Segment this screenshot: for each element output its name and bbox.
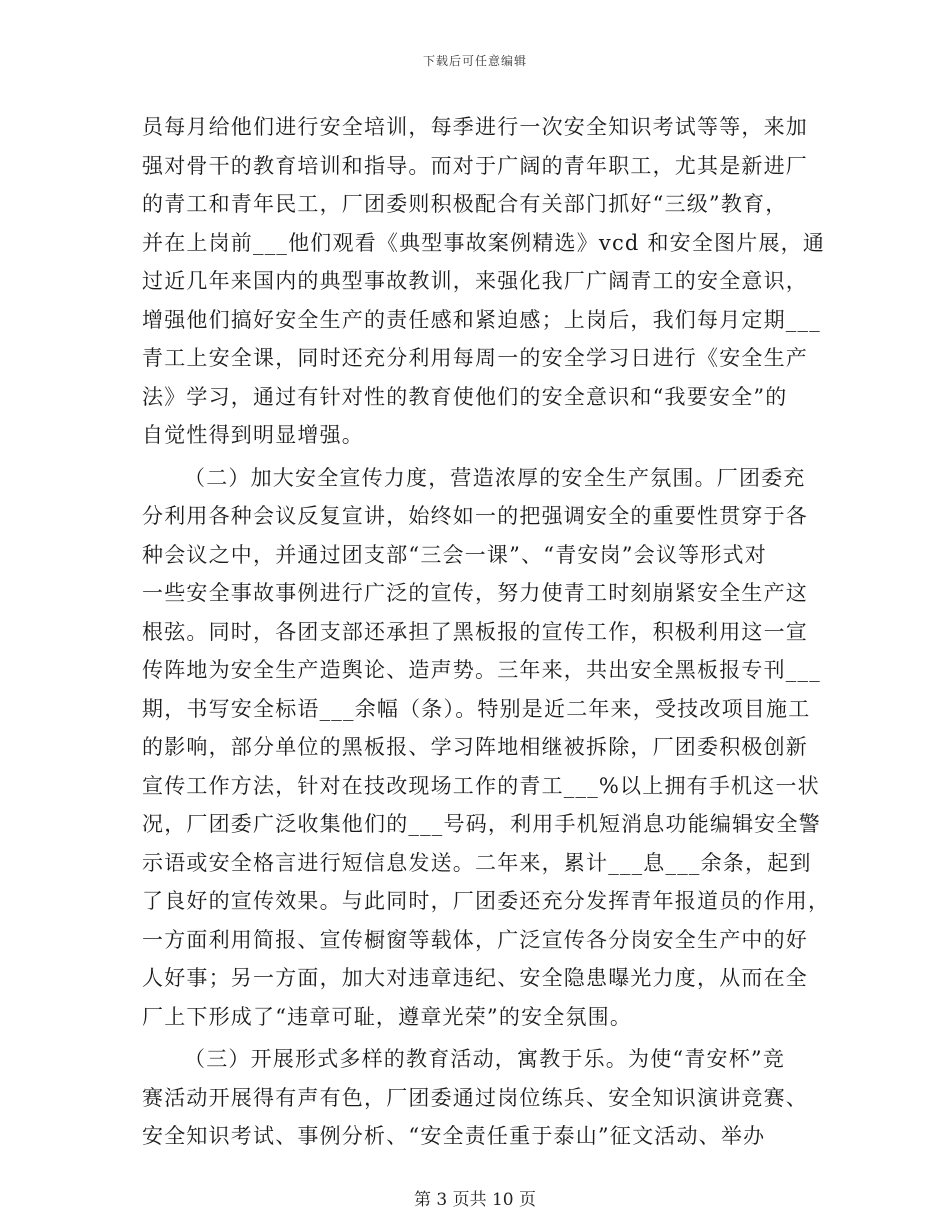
text-line: 安全知识考试、事例分析、“安全责任重于泰山”征文活动、举办 [142,1124,766,1148]
text-line: 人好事；另一方面，加大对违章违纪、安全隐患曝光力度，从而在全 [142,966,808,990]
text-line: 的影响，部分单位的黑板报、学习阵地相继被拆除，厂团委积极创新 [142,735,808,759]
text-line: 法》学习，通过有针对性的教育使他们的安全意识和“我要安全”的 [142,384,788,409]
text-line: 示语或安全格言进行短信息发送。二年来，累计___息___余条，起到 [142,850,812,875]
text-line: 分利用各种会议反复宣讲，始终如一的把强调安全的重要性贯穿于各 [142,504,808,528]
text-line: 强对骨干的教育培训和指导。而对于广阔的青年职工，尤其是新进厂 [142,153,808,178]
text-line: 的青工和青年民工，厂团委则积极配合有关部门抓好“三级”教育， [142,192,788,216]
page-footer: 第 3 页共 10 页 [413,1190,537,1210]
text-line: 一方面利用简报、宣传橱窗等载体，广泛宣传各分岗安全生产中的好 [142,927,808,952]
page-header: 下载后可任意编辑 [422,54,527,68]
text-line: 员每月给他们进行安全培训，每季进行一次安全知识考试等等，来加 [142,115,808,139]
text-line: 传阵地为安全生产造舆论、造声势。三年来，共出安全黑板报专刊___ [142,658,821,682]
text-line: 根弦。同时，各团支部还承担了黑板报的宣传工作，积极利用这一宣 [142,619,808,644]
text-line: 赛活动开展得有声有色，厂团委通过岗位练兵、安全知识演讲竞赛、 [142,1085,808,1110]
text-line: 增强他们搞好安全生产的责任感和紧迫感；上岗后，我们每月定期___ [142,307,821,332]
paragraph-start-line: （二）加大安全宣传力度，营造浓厚的安全生产氛围。厂团委充 [184,465,806,490]
text-line: 期，书写安全标语___余幅（条）。特别是近二年来，受技改项目施工 [142,696,811,721]
text-line: 自觉性得到明显增强。 [142,423,364,447]
text-line: 宣传工作方法，针对在技改现场工作的青工___%以上拥有手机这一状 [142,773,820,798]
text-line: 厂上下形成了“违章可耻，遵章光荣”的安全氛围。 [142,1004,633,1029]
text-line: 了良好的宣传效果。与此同时，厂团委还充分发挥青年报道员的作用， [142,889,831,913]
text-line: 况，厂团委广泛收集他们的___号码，利用手机短消息功能编辑安全警 [142,812,821,836]
body-text [142,108,831,1156]
paragraph-start-line: （三）开展形式多样的教育活动，寓教于乐。为使“青安杯”竞 [184,1047,786,1071]
text-line: 并在上岗前___他们观看《典型事故案例精选》vcd 和安全图片展，通 [142,230,826,255]
text-line: 种会议之中，并通过团支部“三会一课”、“青安岗”会议等形式对 [142,542,767,567]
text-line: 一些安全事故事例进行广泛的宣传，努力使青工时刻崩紧安全生产这 [142,581,808,605]
text-line: 过近几年来国内的典型事故教训，来强化我厂广阔青工的安全意识， [142,269,808,293]
text-line: 青工上安全课，同时还充分利用每周一的安全学习日进行《安全生产 [142,346,808,370]
